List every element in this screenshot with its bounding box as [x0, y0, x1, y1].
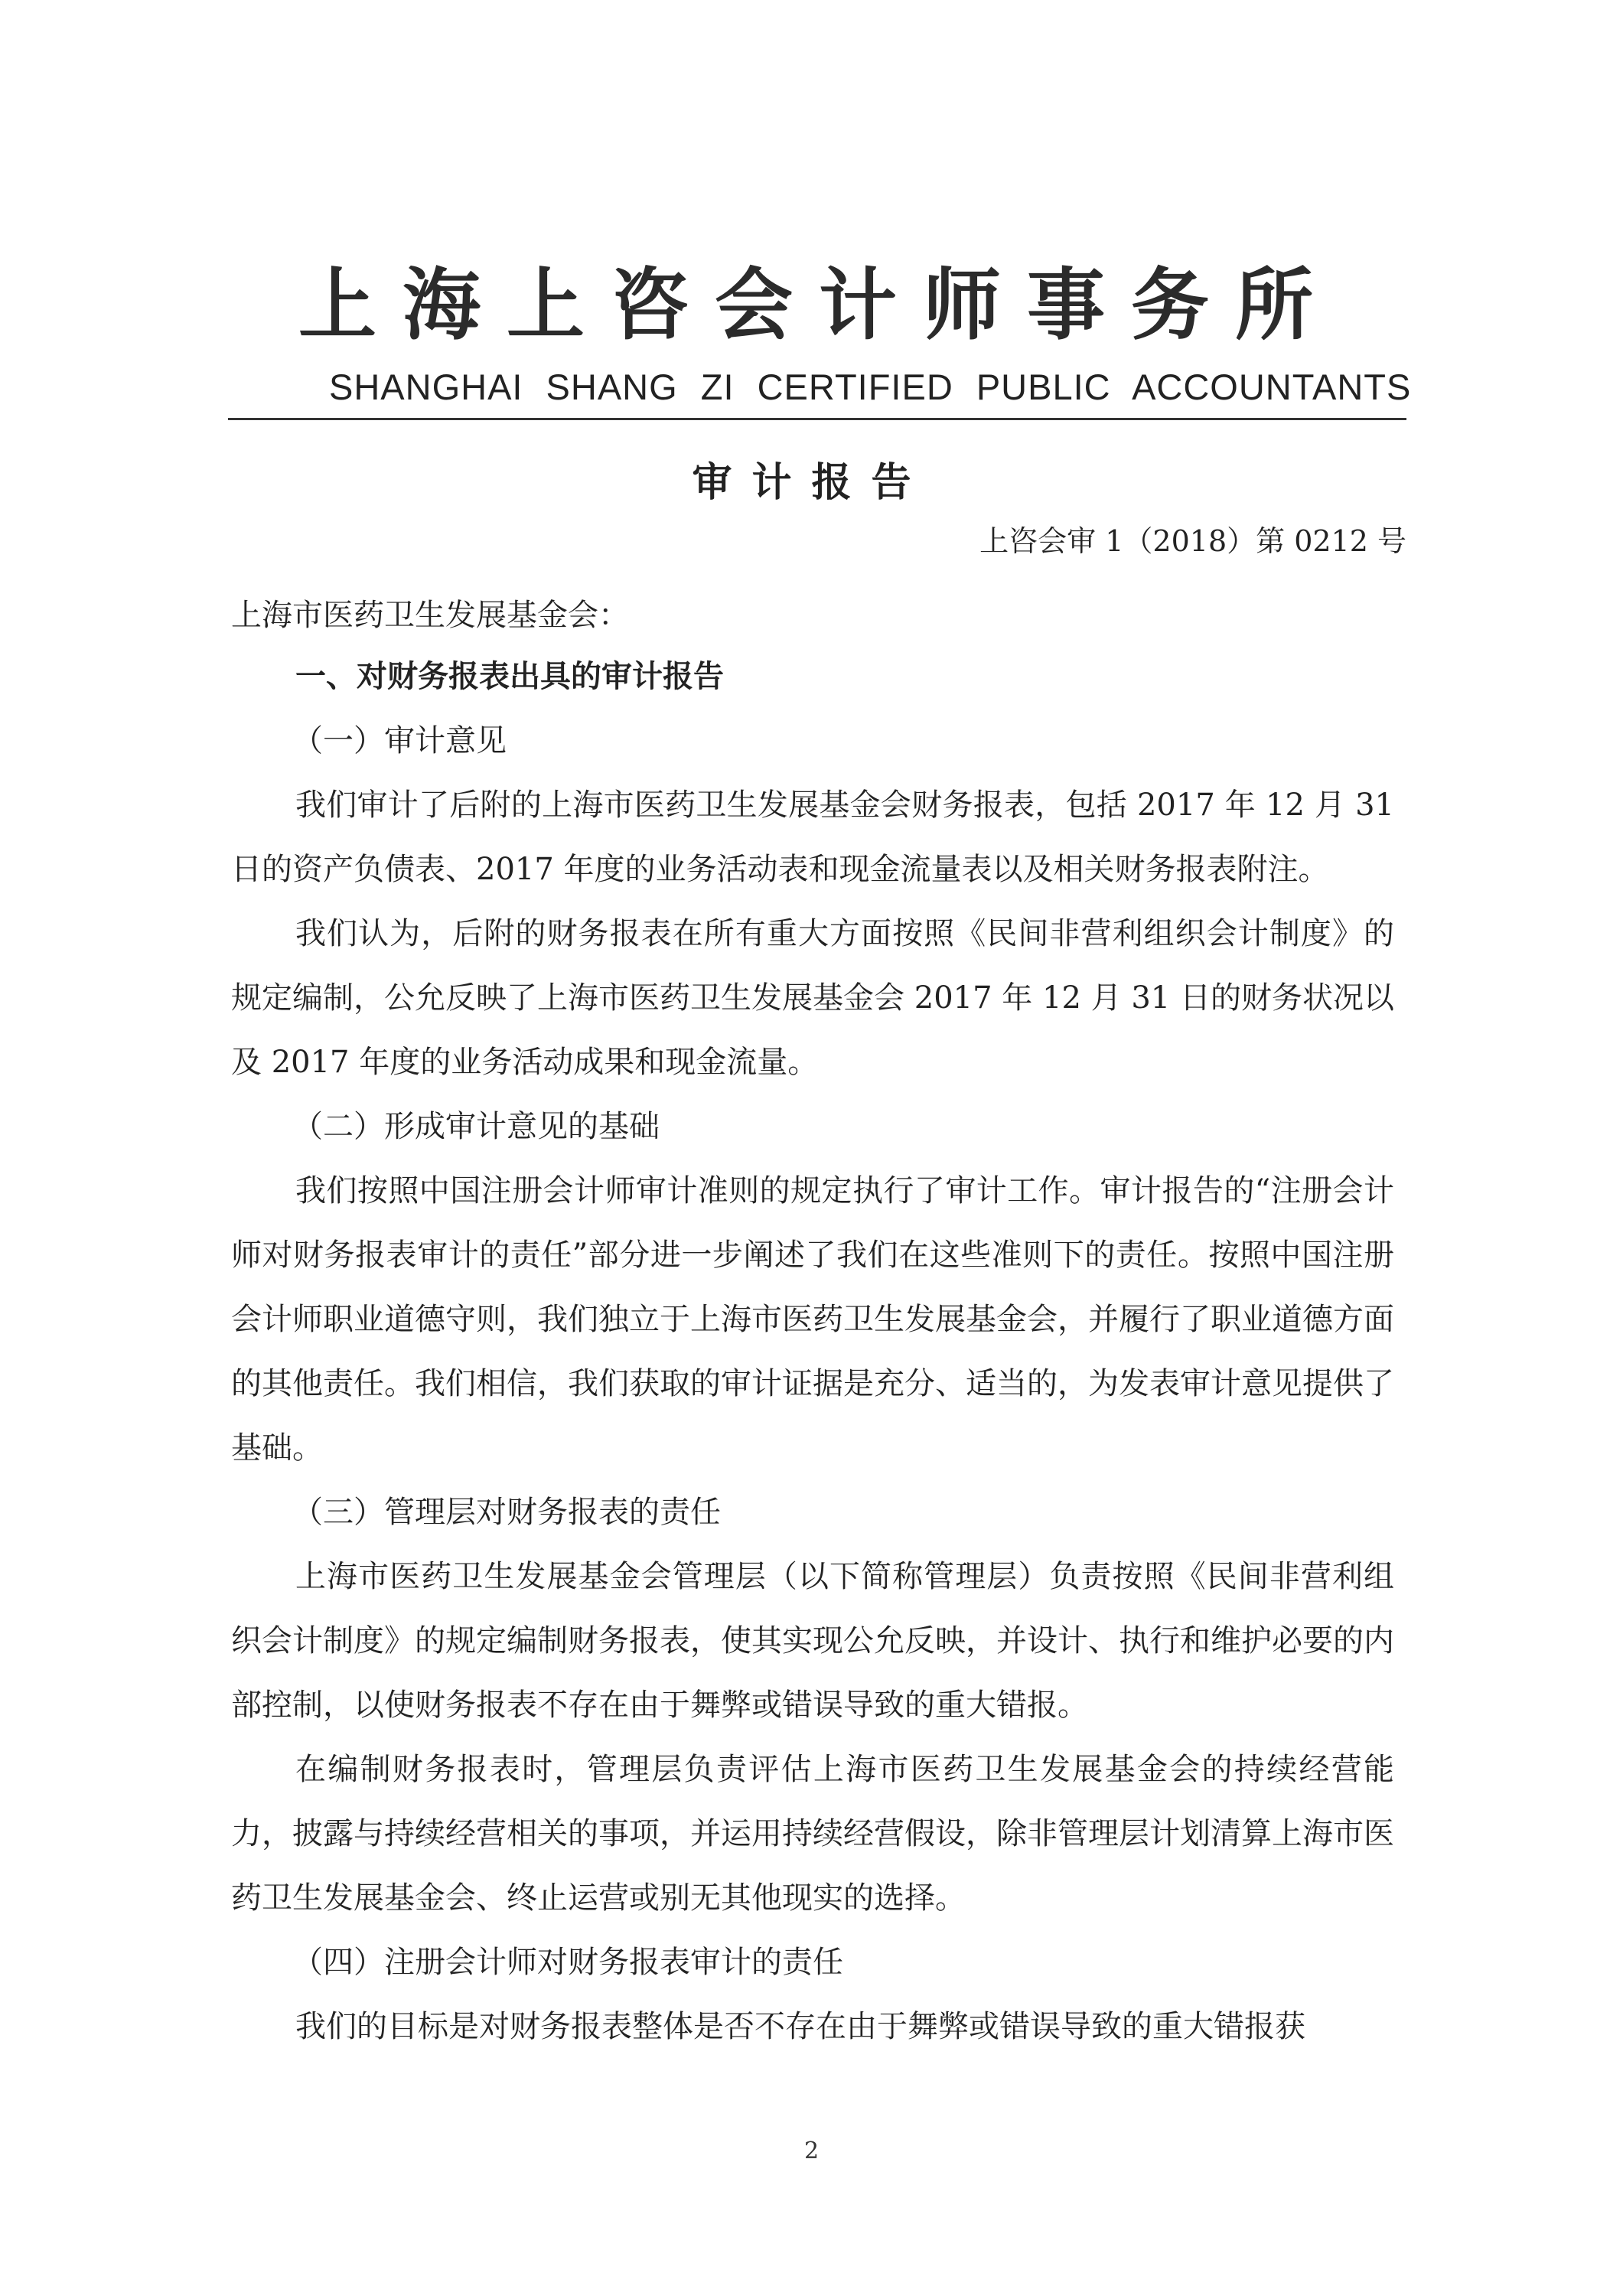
page-number: 2 — [803, 2138, 820, 2164]
report-body — [231, 644, 1394, 2059]
firm-name-chinese: 上海上咨会计师事务所 — [298, 260, 1339, 351]
paragraph: 我们的目标是对财务报表整体是否不存在由于舞弊或错误导致的重大错报获 — [295, 2009, 1305, 2044]
subsection-heading-2: （二）形成审计意见的基础 — [292, 1109, 660, 1144]
addressee: 上海市医药卫生发展基金会： — [231, 598, 629, 633]
paragraph: 在编制财务报表时，管理层负责评估上海市医药卫生发展基金会的持续经营能力，披露与持续经营相关的事项，并运用持续经营假设，除非管理层计划清算上海市医药卫生发展基金会、终止运营或别无其他现实的选择。 — [231, 1752, 1394, 1916]
paragraph: 上海市医药卫生发展基金会管理层（以下简称管理层）负责按照《民间非营利组织会计制度》的规定编制财务报表，使其实现公允反映，并设计、执行和维护必要的内部控制，以使财务报表不存在由于舞弊或错误导致的重大错报。 — [231, 1559, 1394, 1723]
report-number: 上咨会审 1（2018）第 0212 号 — [979, 524, 1406, 558]
paragraph: 我们认为，后附的财务报表在所有重大方面按照《民间非营利组织会计制度》的规定编制，公允反映了上海市医药卫生发展基金会 2017 年 12 月 31 日的财务状况以及 2017 年度的业务活动成果和现金流量。 — [231, 916, 1394, 1080]
subsection-heading-1: （一）审计意见 — [292, 723, 507, 758]
paragraph: 我们按照中国注册会计师审计准则的规定执行了审计工作。审计报告的“注册会计师对财务报表审计的责任”部分进一步阐述了我们在这些准则下的责任。按照中国注册会计师职业道德守则，我们独立于上海市医药卫生发展基金会，并履行了职业道德方面的其他责任。我们相信，我们获取的审计证据是充分、适当的，为发表审计意见提供了基础。 — [231, 1173, 1394, 1466]
report-title: 审计报告 — [692, 460, 931, 506]
subsection-heading-4: （四）注册会计师对财务报表审计的责任 — [292, 1945, 843, 1980]
subsection-heading-3: （三）管理层对财务报表的责任 — [292, 1495, 721, 1530]
letterhead-divider — [228, 418, 1406, 420]
paragraph: 我们审计了后附的上海市医药卫生发展基金会财务报表，包括 2017 年 12 月 31 日的资产负债表、2017 年度的业务活动表和现金流量表以及相关财务报表附注。 — [231, 788, 1394, 887]
section-heading-1: 一、对财务报表出具的审计报告 — [295, 659, 724, 694]
firm-name-english: SHANGHAI SHANG ZI CERTIFIED PUBLIC ACCOUNTANTS — [329, 367, 1412, 407]
